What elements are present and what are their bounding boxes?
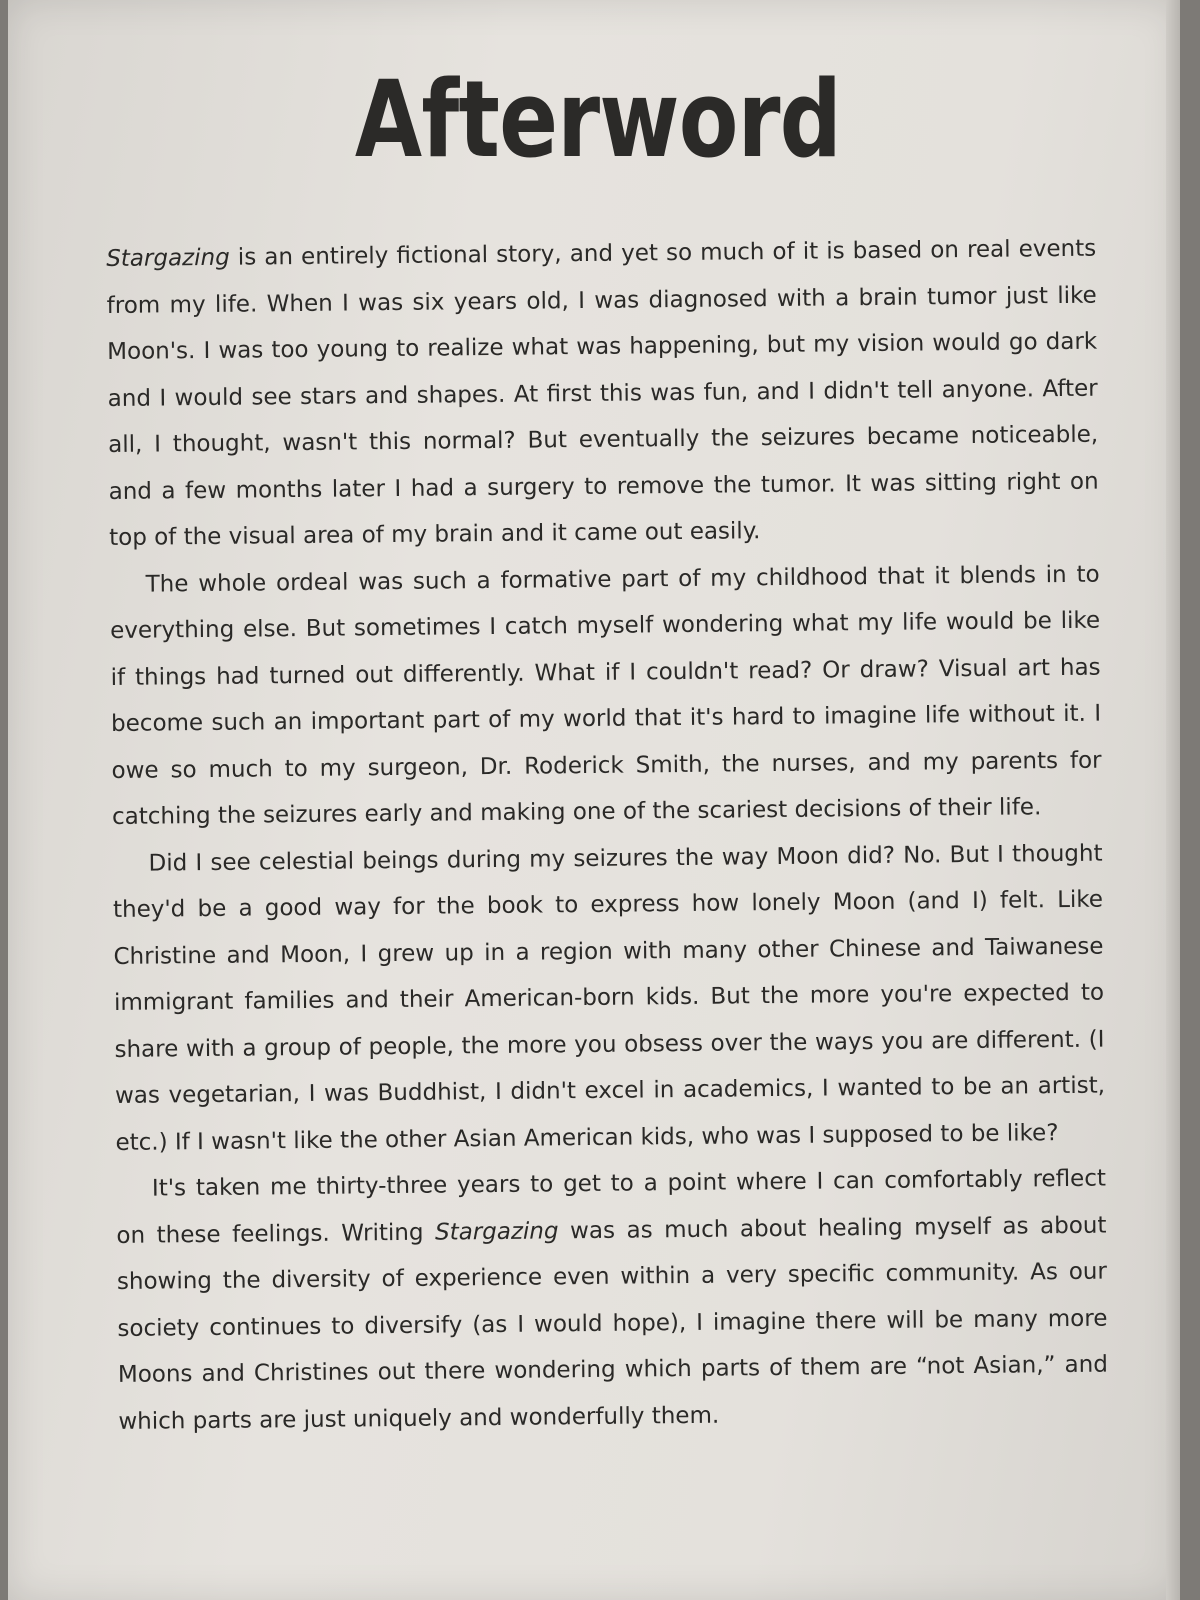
paragraph-4 — [116, 1156, 1109, 1445]
paragraph-text: It's taken me thirty-three years to get to a point where I can comfortably reflect on these feelings. Writing — [116, 1165, 1107, 1249]
paragraph-text: was as much about healing myself as about showing the diversity of experience even within a very specific community. As our society continues to diversify (as I would hope), I imagine there will be many more Moons and Christines out there wondering which parts of them are “not Asian,” and which parts are just uniquely and wonderfully them. — [116, 1212, 1109, 1435]
book-title-italic: Stargazing — [106, 244, 230, 272]
paragraph-1 — [106, 226, 1099, 562]
book-page — [8, 0, 1180, 1600]
paragraph-text: The whole ordeal was such a formative part of my childhood that it blends in to everything else. But sometimes I catch myself wondering what my life would be like if things had turned out differently. What if I couldn't read? Or draw? Visual art has become such an important part of my world that it's hard to imagine life without it. I owe so much to my surgeon, Dr. Roderick Smith, the nurses, and my parents for catching the seizures early and making one of the scariest decisions of their life. — [110, 561, 1102, 830]
paragraph-text: Did I see celestial beings during my seizures the way Moon did? No. But I thought they'd be a good way for the book to express how lonely Moon (and I) felt. Like Christine and Moon, I grew up in a region with many other Chinese and Taiwanese immigrant families and their American-born kids. But the more you're expected to share with a group of people, the more you obsess over the ways you are different. (I was vegetarian, I was Buddhist, I didn't excel in academics, I wanted to be an artist, etc.) If I wasn't like the other Asian American kids, who was I supposed to be like? — [112, 840, 1106, 1156]
afterword-body — [106, 226, 1109, 1445]
book-title-italic: Stargazing — [434, 1217, 559, 1246]
page-edge — [1166, 0, 1180, 1600]
paragraph-3 — [112, 830, 1105, 1166]
paragraph-text: is an entirely fictional story, and yet so much of it is based on real events from my life. When I was six years old, I was diagnosed with a brain tumor just like Moon's. I was too young to realize what was happening, but my vision would go dark and I would see stars and shapes. At first this was fun, and I didn't tell anyone. After all, I thought, wasn't this normal? But eventually the seizures became noticeable, and a few months later I had a surgery to remove the tumor. It was sitting right on top of the visual area of my brain and it came out easily. — [106, 235, 1099, 551]
page-title: Afterword — [354, 58, 842, 181]
paragraph-2 — [109, 551, 1102, 840]
